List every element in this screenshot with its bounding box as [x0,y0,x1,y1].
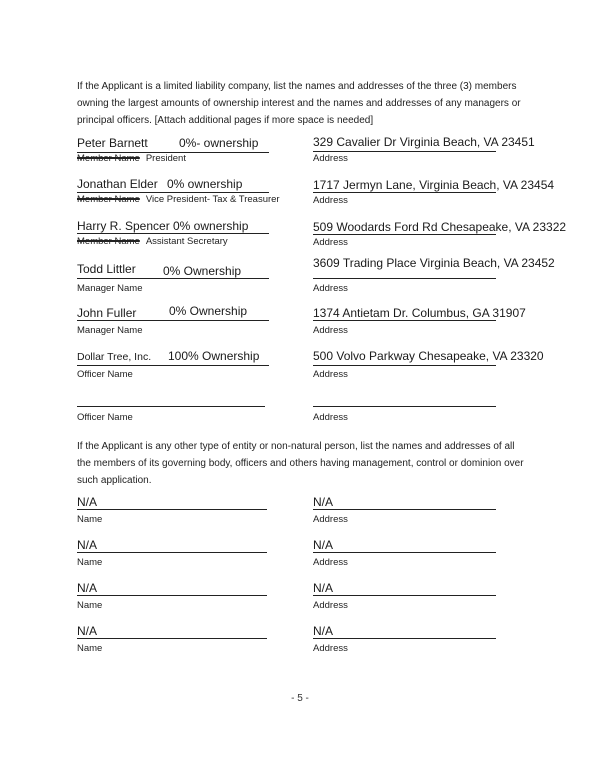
member-3-address-label: Address [313,237,348,248]
other-3-address-line [313,595,496,596]
officer-1-name-label: Officer Name [77,369,133,380]
other-2-address-value: N/A [313,538,334,552]
member-3-name-label: Member Name Assistant Secretary [77,236,228,247]
manager-1-address-value: 3609 Trading Place Virginia Beach, VA 23452 [313,256,555,270]
other-3-name-value: N/A [77,581,98,595]
member-2-address-line [313,192,496,193]
officer-1-name-value: Dollar Tree, Inc. [77,351,152,363]
manager-2-address-label: Address [313,325,348,336]
other-3-name-label: Name [77,600,103,611]
member-1-ownership-value: 0%- ownership [179,136,259,150]
page-number: - 5 - [291,693,309,704]
other-1-address-line [313,509,496,510]
manager-2-address-line [313,320,496,321]
officer-2-address-line [313,406,496,407]
member-2-name-value: Jonathan Elder [77,177,158,191]
officer-2-name-line [77,406,265,407]
other-2-name-line [77,552,267,553]
other-3-name-line [77,595,267,596]
member-2-ownership-value: 0% ownership [167,177,243,191]
other-1-address-label: Address [313,514,348,525]
other-4-address-label: Address [313,643,348,654]
member-3-address-line [313,234,496,235]
other-2-address-line [313,552,496,553]
other-4-address-line [313,638,496,639]
other-2-name-label: Name [77,557,103,568]
officer-1-address-line [313,365,496,366]
member-2-name-label: Member Name Vice President- Tax & Treasurer [77,194,280,205]
other-3-address-label: Address [313,600,348,611]
manager-1-name-label: Manager Name [77,283,143,294]
member-3-address-value: 509 Woodards Ford Rd Chesapeake, VA 23322 [313,220,567,234]
manager-1-ownership-value: 0% Ownership [163,264,242,278]
other-4-address-value: N/A [313,624,334,638]
member-3-name-line [77,233,269,234]
intro-other-paragraph: If the Applicant is any other type of entity or non-natural person, list the names and addresses of all the members of its governing body, officers and others having management, control or dominion over such application. [77,441,524,486]
officer-1-address-label: Address [313,369,348,380]
member-2-address-value: 1717 Jermyn Lane, Virginia Beach, VA 23454 [313,178,555,192]
member-1-name-value: Peter Barnett [77,136,148,150]
member-1-address-value: 329 Cavalier Dr Virginia Beach, VA 23451 [313,135,535,149]
member-2-address-label: Address [313,195,348,206]
member-1-address-line [313,151,496,152]
other-1-name-line [77,509,267,510]
officer-2-name-label: Officer Name [77,412,133,423]
other-2-name-value: N/A [77,538,98,552]
manager-1-name-value: Todd Littler [77,262,136,276]
other-2-address-label: Address [313,557,348,568]
member-1-address-label: Address [313,153,348,164]
manager-2-name-line [77,320,269,321]
other-4-name-label: Name [77,643,103,654]
member-2-name-line [77,192,269,193]
officer-1-name-line [77,365,269,366]
other-1-name-value: N/A [77,495,98,509]
member-3-ownership-value: 0% ownership [173,219,249,233]
manager-2-address-value: 1374 Antietam Dr. Columbus, GA 31907 [313,306,526,320]
intro-llc-paragraph: If the Applicant is a limited liability company, list the names and addresses of the three (3) members owning the largest amounts of ownership interest and the names and addresses of any managers or principal officers. [Attach additional pages if more space is needed] [77,81,521,126]
member-3-name-value: Harry R. Spencer [77,219,170,233]
member-1-name-label: Member Name President [77,153,186,164]
officer-1-ownership-value: 100% Ownership [168,349,260,363]
other-1-address-value: N/A [313,495,334,509]
other-3-address-value: N/A [313,581,334,595]
officer-1-address-value: 500 Volvo Parkway Chesapeake, VA 23320 [313,349,544,363]
other-1-name-label: Name [77,514,103,525]
other-4-name-line [77,638,267,639]
manager-2-ownership-value: 0% Ownership [169,304,248,318]
officer-2-address-label: Address [313,412,348,423]
manager-1-address-line [313,278,496,279]
manager-2-name-value: John Fuller [77,306,137,320]
manager-1-address-label: Address [313,283,348,294]
manager-2-name-label: Manager Name [77,325,143,336]
other-4-name-value: N/A [77,624,98,638]
manager-1-name-line [77,278,269,279]
